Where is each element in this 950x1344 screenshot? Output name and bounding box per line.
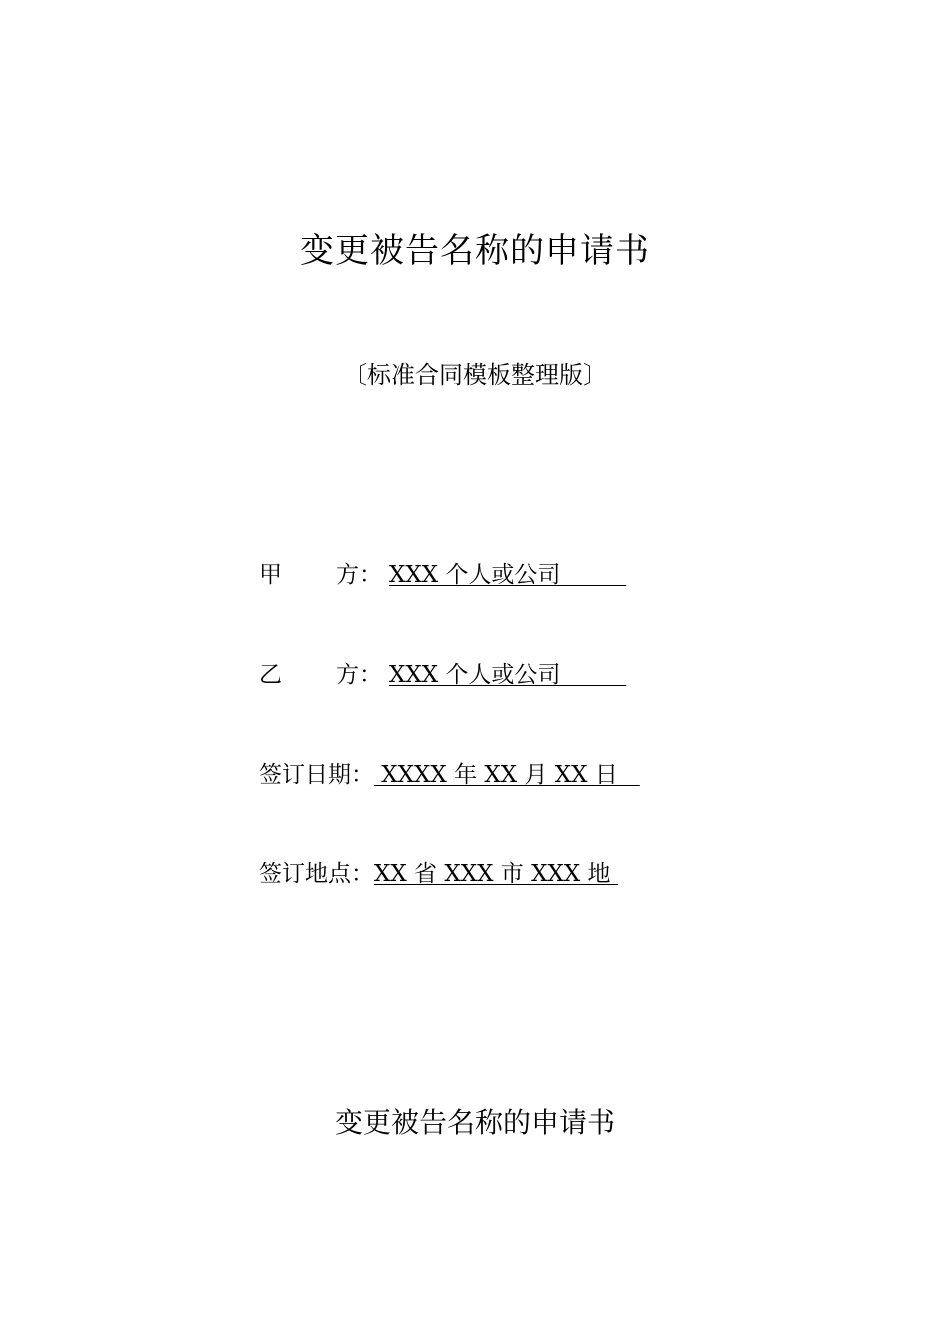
party-a-label-suffix: 方：: [336, 562, 382, 588]
party-a-label-char: 甲: [259, 562, 282, 588]
party-b-label-char: 乙: [259, 662, 282, 688]
signing-date-value: XXXX 年 XX 月 XX 日: [374, 762, 640, 788]
signing-place-field: [259, 859, 618, 889]
signing-date-field: [259, 760, 640, 790]
party-a-value: XXX 个人或公司: [389, 562, 627, 588]
document-subtitle: 〔标准合同模板整理版〕: [343, 361, 607, 389]
signing-place-label: 签订地点：: [259, 861, 374, 887]
signing-place-value: XX 省 XXX 市 XXX 地: [374, 861, 618, 887]
document-title: 变更被告名称的申请书: [300, 231, 650, 271]
party-a-field: [259, 560, 626, 590]
party-b-value: XXX 个人或公司: [389, 662, 627, 688]
party-a-label: [259, 560, 389, 590]
body-title: 变更被告名称的申请书: [334, 1106, 615, 1139]
signing-date-label: 签订日期：: [259, 762, 374, 788]
party-b-field: [259, 660, 626, 690]
party-b-label-suffix: 方：: [336, 662, 382, 688]
party-b-label: [259, 660, 389, 690]
